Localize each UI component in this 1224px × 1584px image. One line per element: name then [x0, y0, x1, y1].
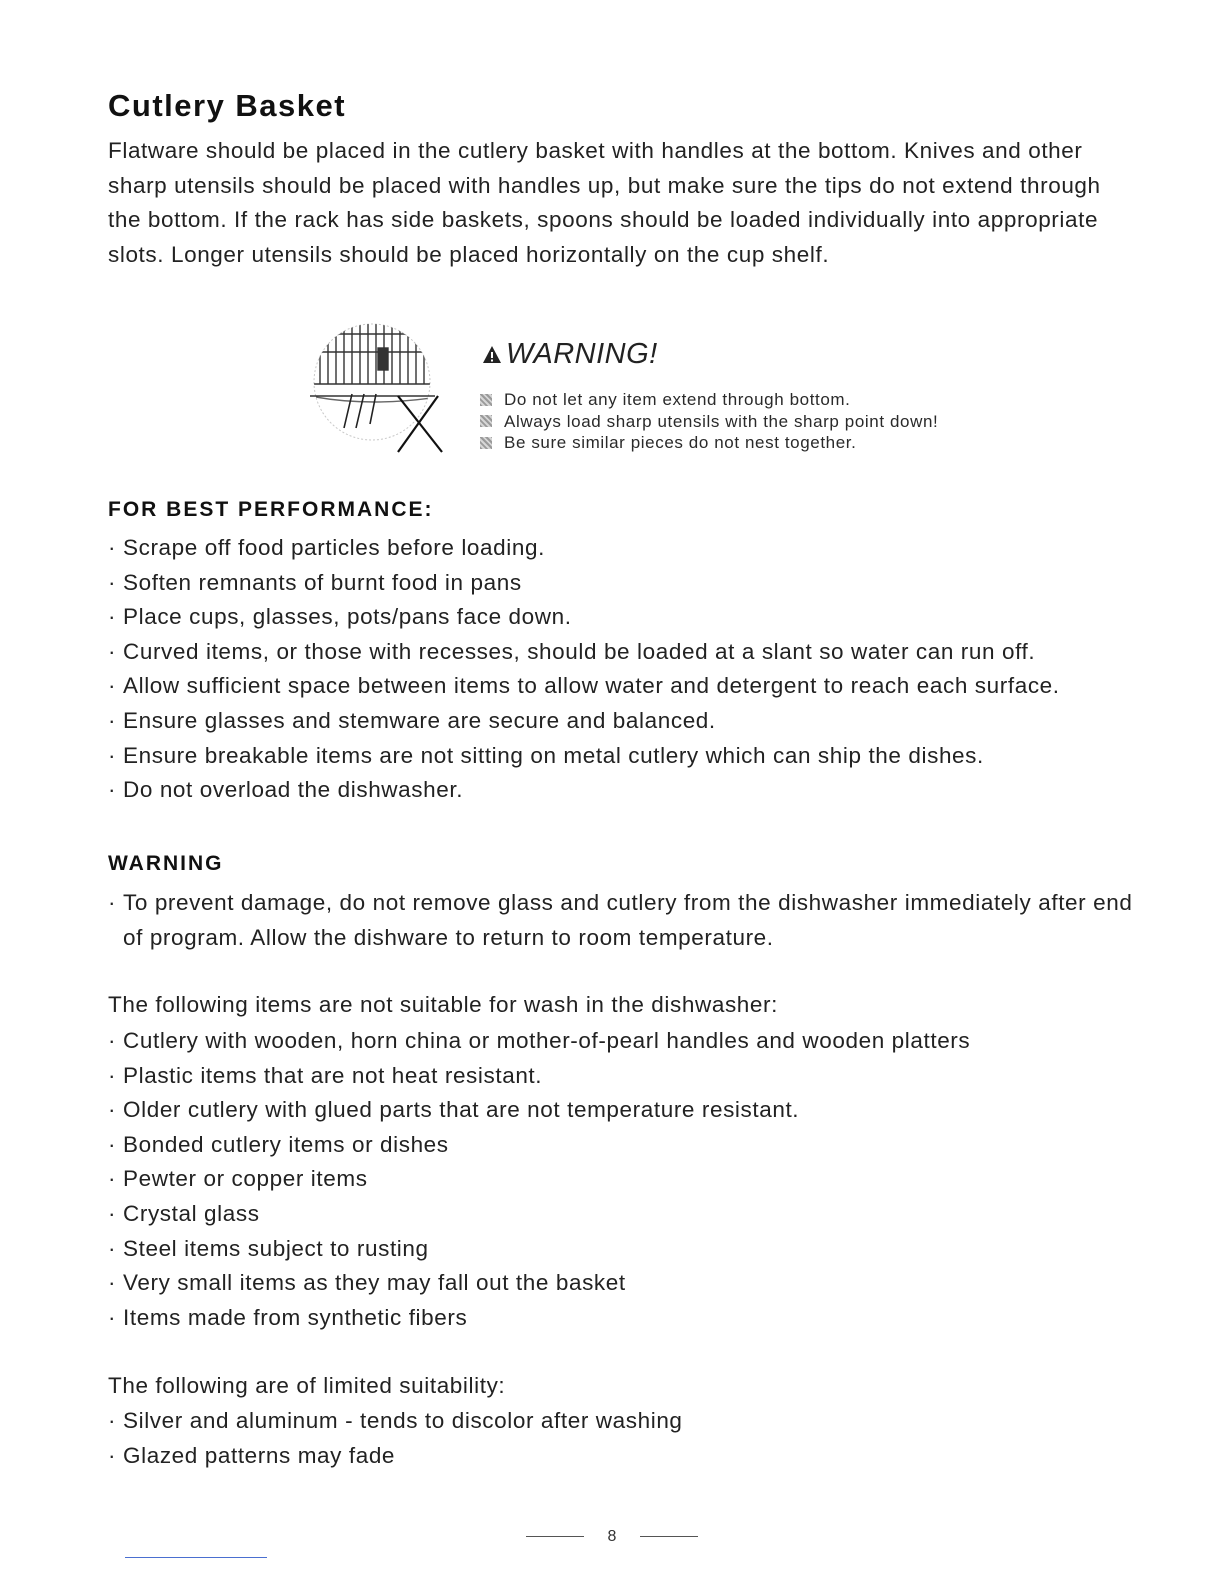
list-item: · Cutlery with wooden, horn china or mother-of-pearl handles and wooden platters	[108, 1028, 971, 1053]
list-item: · Very small items as they may fall out the basket	[108, 1270, 626, 1296]
warning-heading: WARNING	[108, 852, 224, 875]
list-item: · Bonded cutlery items or dishes	[108, 1131, 449, 1157]
list-item: · Glazed patterns may fade	[108, 1442, 396, 1468]
list-item: · Silver and aluminum - tends to discolor after washing	[108, 1408, 683, 1433]
intro-paragraph: Flatware should be placed in the cutlery basket with handles at the bottom. Knives and other sharp utensils should be placed with handles up, but make sure the tips do not extend through the bottom. If the rack has side baskets, spoons should be loaded individually into appropriate slots. Longer utensils should be placed horizontally on the cup shelf.	[108, 138, 1101, 267]
page-footer	[0, 1524, 1224, 1546]
list-item: · Steel items subject to rusting	[108, 1235, 429, 1261]
footer-rule-right	[640, 1536, 698, 1537]
not-suitable-intro: The following items are not suitable for wash in the dishwasher:	[108, 992, 778, 1017]
list-item: · Plastic items that are not heat resistant.	[108, 1062, 543, 1088]
list-item: · Place cups, glasses, pots/pans face down.	[108, 604, 572, 630]
list-item: · Allow sufficient space between items to allow water and detergent to reach each surface.	[108, 673, 1060, 699]
list-item: · Curved items, or those with recesses, should be loaded at a slant so water can run off.	[108, 638, 1036, 664]
list-item: · Soften remnants of burnt food in pans	[108, 569, 522, 595]
list-item: · Items made from synthetic fibers	[108, 1304, 468, 1330]
limited-list	[108, 1404, 683, 1473]
footer-rule-left	[526, 1536, 584, 1537]
warning-box-item: Be sure similar pieces do not nest together.	[480, 432, 938, 454]
warning-box-list	[480, 389, 938, 454]
page-number: 8	[607, 1527, 617, 1545]
warning-box-item: Always load sharp utensils with the sharp point down!	[480, 411, 938, 433]
list-item: · To prevent damage, do not remove glass and cutlery from the dishwasher immediately after end of program. Allow the dishware to return to room temperature.	[108, 890, 1133, 950]
page-title: Cutlery Basket	[108, 88, 347, 123]
square-bullet-icon	[480, 415, 492, 427]
cutlery-basket-illustration	[310, 312, 445, 460]
warning-box-title	[482, 338, 658, 371]
list-item: · Scrape off food particles before loading.	[108, 535, 545, 560]
limited-intro: The following are of limited suitability:	[108, 1373, 506, 1398]
list-item: · Crystal glass	[108, 1200, 260, 1226]
warning-list	[108, 886, 1148, 955]
list-item: · Pewter or copper items	[108, 1166, 368, 1192]
not-suitable-list	[108, 1024, 970, 1335]
warning-triangle-icon	[482, 345, 502, 365]
best-performance-list	[108, 531, 1060, 808]
warning-box-title-text: WARNING!	[506, 338, 658, 370]
list-item: · Older cutlery with glued parts that are not temperature resistant.	[108, 1097, 800, 1123]
list-item: · Do not overload the dishwasher.	[108, 777, 464, 803]
list-item: · Ensure glasses and stemware are secure and balanced.	[108, 707, 716, 733]
list-item: · Ensure breakable items are not sitting on metal cutlery which can ship the dishes.	[108, 742, 984, 768]
square-bullet-icon	[480, 437, 492, 449]
best-performance-heading: FOR BEST PERFORMANCE:	[108, 498, 434, 521]
bottom-divider	[125, 1557, 267, 1558]
square-bullet-icon	[480, 394, 492, 406]
warning-box-item: Do not let any item extend through bottom.	[480, 389, 938, 411]
